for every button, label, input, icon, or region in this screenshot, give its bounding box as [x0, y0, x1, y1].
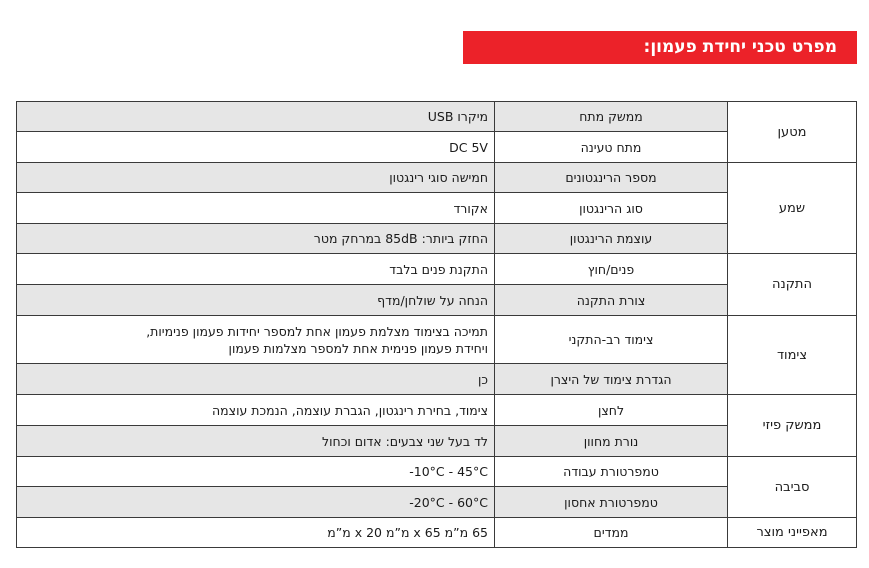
value-cell: החזק ביותר: 85dB במרחק מטר [17, 224, 495, 254]
param-cell: ממדים [495, 518, 728, 548]
category-cell: צימוד [728, 316, 857, 395]
category-cell: ממשק פיזי [728, 395, 857, 457]
param-cell: לחצן [495, 395, 728, 426]
page-title: מפרט טכני יחידת פעמון: [463, 31, 857, 64]
table-row [17, 163, 857, 193]
value-line: ויחידת פעמון פנימית אחת למספר מצלמות פעמון [228, 340, 488, 356]
param-cell: ממשק מתח [495, 102, 728, 132]
param-cell: צורת התקנה [495, 285, 728, 316]
category-cell: מטען [728, 102, 857, 163]
value-cell: 20°C - 60°C- [17, 487, 495, 518]
value-cell [17, 316, 495, 364]
param-cell: צימוד רב-התקני [495, 316, 728, 364]
value-line: תמיכה בצימוד מצלמת פעמון אחת למספר יחידות פעמון פנימיות, [146, 323, 488, 339]
param-cell: הגדרת צימוד של היצרן [495, 364, 728, 395]
category-cell: התקנה [728, 254, 857, 316]
param-cell: סוג הרינגטון [495, 193, 728, 224]
category-cell: מאפייני מוצר [728, 518, 857, 548]
param-cell: מספר הרינגטונים [495, 163, 728, 193]
param-cell: מתח טעינה [495, 132, 728, 163]
table-row [17, 395, 857, 426]
value-cell: 10°C - 45°C- [17, 457, 495, 487]
table-row [17, 102, 857, 132]
value-cell: חמישה סוגי רינגטון [17, 163, 495, 193]
param-cell: טמפרטורת אחסון [495, 487, 728, 518]
value-cell: מיקרו USB [17, 102, 495, 132]
value-cell: 65 מ”מ x 65 מ”מ x 20 מ”מ [17, 518, 495, 548]
spec-table [16, 101, 857, 548]
table-row [17, 254, 857, 285]
category-cell: סביבה [728, 457, 857, 518]
param-cell: פנים/חוץ [495, 254, 728, 285]
value-cell: הנחה על שולחן/מדף [17, 285, 495, 316]
value-cell: כן [17, 364, 495, 395]
value-cell: התקנת פנים בלבד [17, 254, 495, 285]
category-cell: שמע [728, 163, 857, 254]
value-cell: אקורד [17, 193, 495, 224]
table-row [17, 316, 857, 364]
param-cell: נורת מחוון [495, 426, 728, 457]
param-cell: עוצמת הרינגטון [495, 224, 728, 254]
table-row [17, 518, 857, 548]
param-cell: טמפרטורת עבודה [495, 457, 728, 487]
value-cell: צימוד, בחירת רינגטון, הגברת עוצמה, הנמכת עוצמה [17, 395, 495, 426]
table-row [17, 457, 857, 487]
value-cell: לד בעל שני צבעים: אדום וכחול [17, 426, 495, 457]
value-cell: DC 5V [17, 132, 495, 163]
